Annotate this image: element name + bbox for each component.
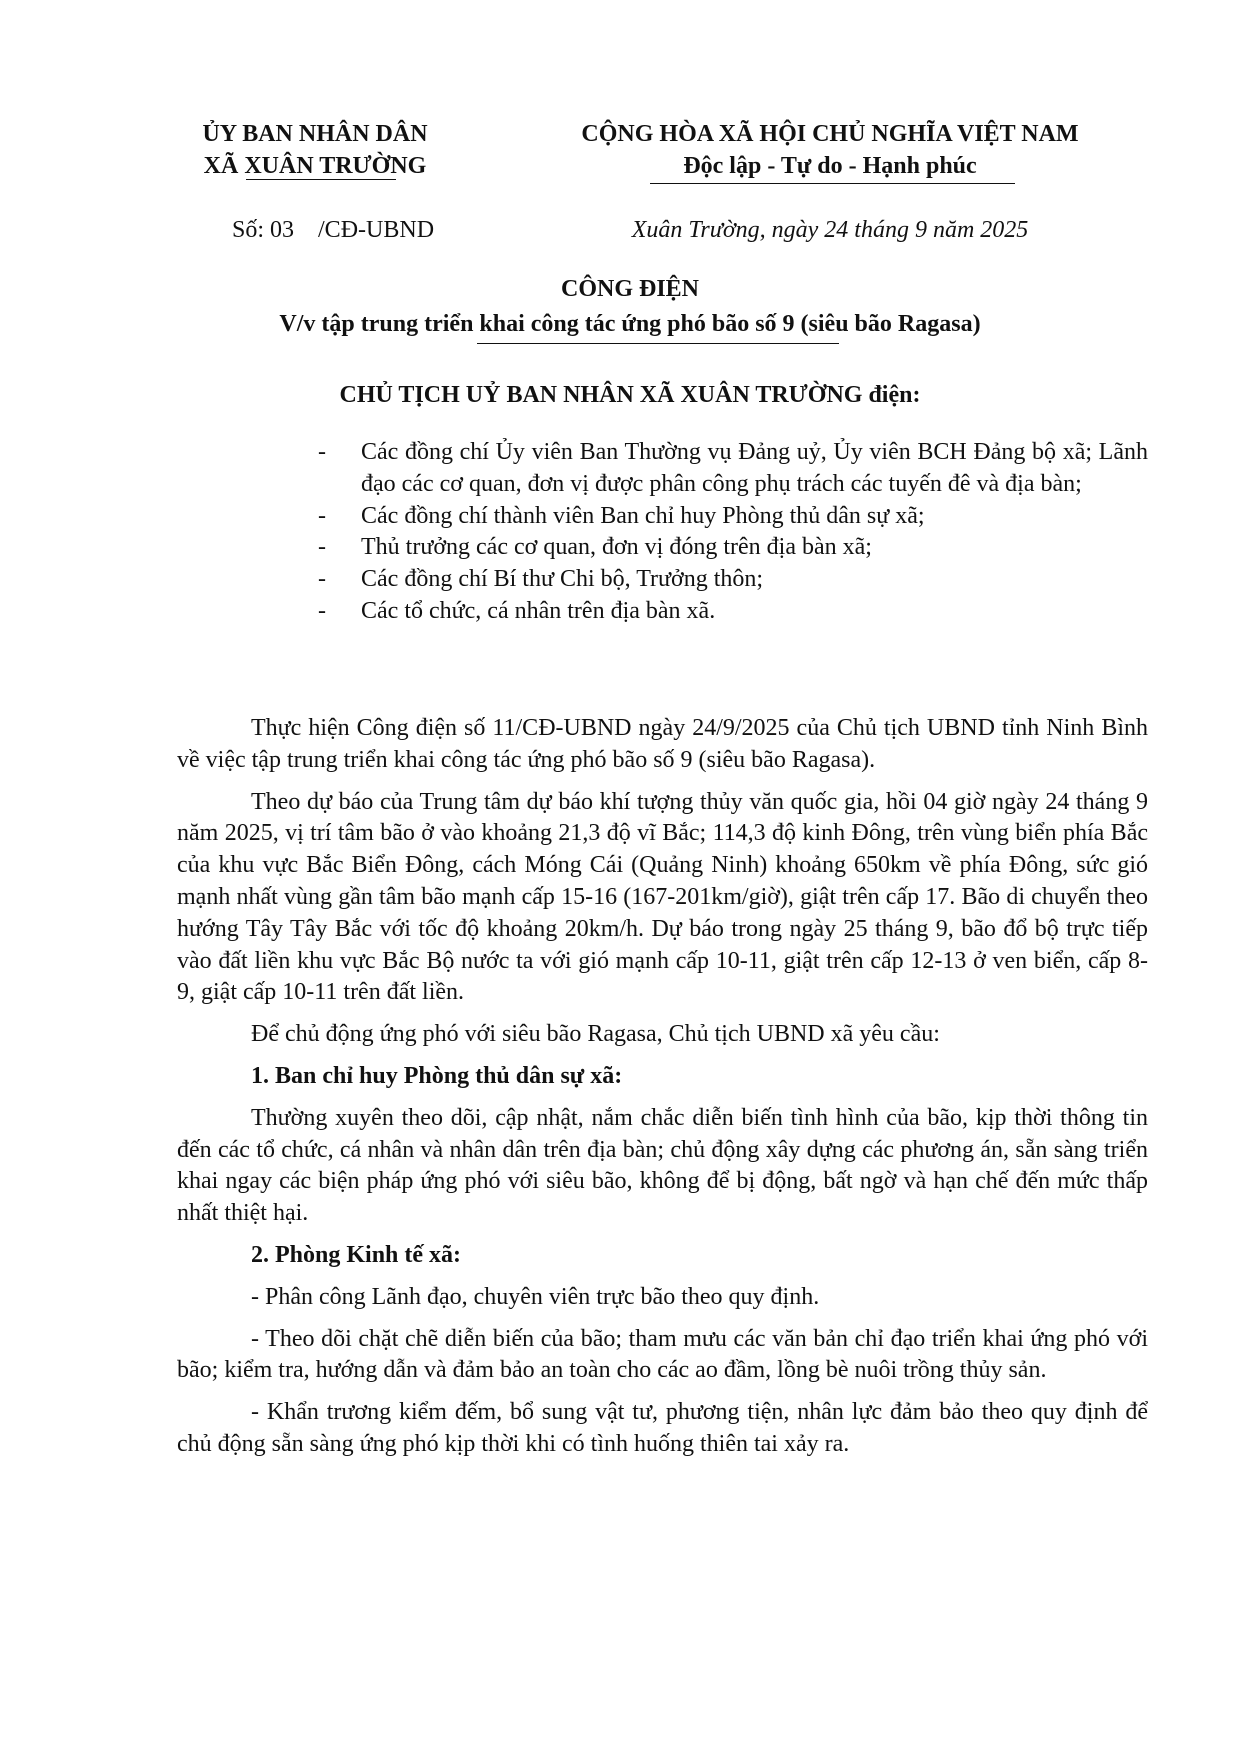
agency-line-2: XÃ XUÂN TRƯỜNG — [203, 153, 427, 179]
motto-underline — [650, 183, 1015, 184]
list-dash: - — [318, 502, 326, 529]
sender-line: CHỦ TỊCH UỶ BAN NHÂN XÃ XUÂN TRƯỜNG điện: — [339, 382, 921, 408]
national-motto — [540, 118, 1120, 182]
paragraph: Để chủ động ứng phó với siêu bão Ragasa, Chủ tịch UBND xã yêu cầu: — [251, 1021, 940, 1048]
list-dash: - — [318, 597, 326, 624]
recipient-item — [318, 564, 1148, 596]
recipient-text: Các tổ chức, cá nhân trên địa bàn xã. — [361, 597, 716, 624]
paragraph: Theo dự báo của Trung tâm dự báo khí tượng thủy văn quốc gia, hồi 04 giờ ngày 24 tháng 9 năm 2025, vị trí tâm bão ở vào khoảng 21,3 độ vĩ Bắc; 114,3 độ kinh Đông, trên vùng biển phía Bắc của khu vực Bắc Biển Đông, cách Móng Cái (Quảng Ninh) khoảng 650km về phía Đông, sức gió mạnh nhất vùng gần tâm bão mạnh cấp 15-16 (167-201km/giờ), giật trên cấp 17. Bão di chuyển theo hướng Tây Tây Bắc với tốc độ khoảng 20km/h. Dự báo trong ngày 25 tháng 9, bão đổ bộ trực tiếp vào đất liền khu vực Bắc Bộ nước ta với gió mạnh cấp 10-11, giật trên cấp 12-13 ở ven biển, cấp 8-9, giật cấp 10-11 trên đất liền. — [177, 788, 1148, 1006]
document-body — [177, 713, 1148, 1471]
recipient-list — [318, 437, 1148, 628]
agency-underline — [246, 179, 396, 180]
section-heading: 1. Ban chỉ huy Phòng thủ dân sự xã: — [251, 1062, 623, 1089]
document-subject: V/v tập trung triển khai công tác ứng phó bão số 9 (siêu bão Ragasa) — [279, 311, 981, 337]
recipient-item — [318, 501, 1148, 533]
recipient-item — [318, 596, 1148, 628]
document-date: Xuân Trường, ngày 24 tháng 9 năm 2025 — [631, 217, 1029, 243]
recipient-text: Thủ trưởng các cơ quan, đơn vị đóng trên địa bàn xã; — [361, 534, 872, 561]
paragraph: - Theo dõi chặt chẽ diễn biến của bão; tham mưu các văn bản chỉ đạo triển khai ứng phó với bão; kiểm tra, hướng dẫn và đảm bảo an toàn cho các ao đầm, lồng bè nuôi trồng thủy sản. — [177, 1325, 1148, 1384]
recipient-item — [318, 437, 1148, 501]
recipient-item — [318, 532, 1148, 564]
document-type: CÔNG ĐIỆN — [560, 276, 699, 302]
recipient-text: Các đồng chí thành viên Ban chỉ huy Phòng thủ dân sự xã; — [361, 502, 925, 529]
paragraph: Thường xuyên theo dõi, cập nhật, nắm chắc diễn biến tình hình của bão, kịp thời thông tin đến các tổ chức, cá nhân và nhân dân trên địa bàn; chủ động xây dựng các phương án, sẵn sàng triển khai ngay các biện pháp ứng phó với siêu bão, không để bị động, bất ngờ và hạn chế đến mức thấp nhất thiệt hại. — [177, 1104, 1148, 1227]
list-dash: - — [318, 566, 326, 593]
paragraph: Thực hiện Công điện số 11/CĐ-UBND ngày 24/9/2025 của Chủ tịch UBND tỉnh Ninh Bình về việc tập trung triển khai công tác ứng phó bão số 9 (siêu bão Ragasa). — [177, 715, 1148, 773]
subject-underline — [477, 343, 839, 344]
paragraph: - Phân công Lãnh đạo, chuyên viên trực bão theo quy định. — [251, 1283, 820, 1310]
recipient-text: Các đồng chí Bí thư Chi bộ, Trưởng thôn; — [361, 566, 764, 593]
motto: Độc lập - Tự do - Hạnh phúc — [683, 153, 977, 179]
paragraph: - Khẩn trương kiểm đếm, bổ sung vật tư, phương tiện, nhân lực đảm bảo theo quy định để chủ động sẵn sàng ứng phó kịp thời khi có tình huống thiên tai xảy ra. — [177, 1399, 1148, 1457]
list-dash: - — [318, 439, 326, 465]
issuing-agency — [150, 118, 480, 182]
recipient-text: Các đồng chí Ủy viên Ban Thường vụ Đảng uỷ, Ủy viên BCH Đảng bộ xã; Lãnh đạo các cơ quan, đơn vị được phân công phụ trách các tuyến đê và địa bàn; — [361, 439, 1148, 497]
list-dash: - — [318, 534, 326, 561]
agency-line-1: ỦY BAN NHÂN DÂN — [202, 121, 428, 147]
section-heading: 2. Phòng Kinh tế xã: — [251, 1241, 462, 1268]
country-name: CỘNG HÒA XÃ HỘI CHỦ NGHĨA VIỆT NAM — [581, 121, 1079, 147]
document-number: Số: 03 /CĐ-UBND — [232, 217, 435, 243]
